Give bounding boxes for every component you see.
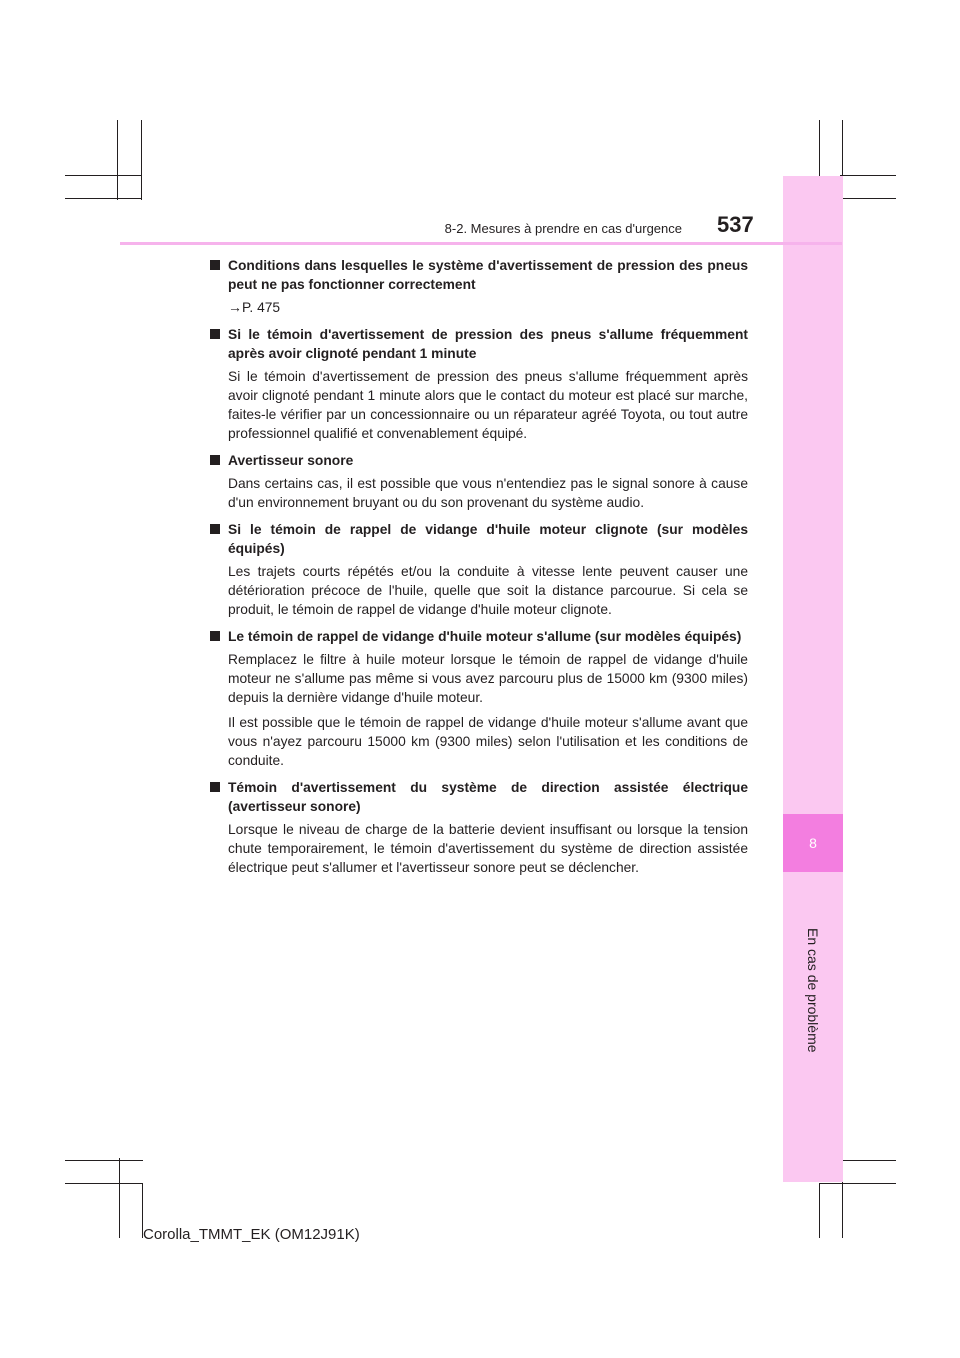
item-heading: Si le témoin de rappel de vidange d'huile moteur clignote (sur modèles équipés)	[210, 520, 748, 558]
list-item	[210, 325, 748, 443]
square-bullet-icon	[210, 782, 220, 792]
page-number: 537	[717, 212, 754, 237]
item-heading: Conditions dans lesquelles le système d'avertissement de pression des pneus peut ne pas fonctionner correctement	[210, 256, 748, 294]
item-paragraph: Lorsque le niveau de charge de la batterie devient insuffisant ou lorsque la tension chute temporairement, le témoin d'avertissement du système de direction assistée électrique peut s'allumer et l'avertisseur sonore peut se déclencher.	[228, 822, 748, 875]
crop-mark	[141, 120, 142, 200]
arrow-right-icon: →	[228, 299, 242, 315]
crop-mark	[65, 198, 141, 199]
item-paragraph: Les trajets courts répétés et/ou la conduite à vitesse lente peuvent causer une détérioration précoce de l'huile, quelle que soit la distance parcourue. Si cela se produit, le témoin de rappel de vidange d'huile moteur clignote.	[228, 564, 748, 617]
page-reference-link[interactable]: P. 475	[242, 300, 281, 315]
chapter-number: 8	[809, 835, 817, 851]
crop-mark	[65, 175, 141, 176]
square-bullet-icon	[210, 329, 220, 339]
item-paragraph: Si le témoin d'avertissement de pression des pneus s'allume fréquemment après avoir clignoté pendant 1 minute alors que le contact du moteur est placé sur marche, faites-le vérifier par un concessionnaire ou un réparateur agréé Toyota, ou tout autre professionnel qualifié et convenablement équipé.	[228, 369, 748, 441]
item-heading: Témoin d'avertissement du système de direction assistée électrique (avertisseur sonore)	[210, 778, 748, 816]
chapter-title: En cas de problème	[805, 928, 821, 1053]
list-item	[210, 256, 748, 317]
list-item	[210, 520, 748, 619]
item-paragraph: Dans certains cas, il est possible que vous n'entendiez pas le signal sonore à cause d'un environnement bruyant ou du son provenant du système audio.	[228, 476, 748, 510]
document-code: Corolla_TMMT_EK (OM12J91K)	[143, 1226, 360, 1243]
square-bullet-icon	[210, 524, 220, 534]
crop-mark	[819, 1183, 896, 1184]
crop-mark	[840, 1160, 896, 1161]
header-rule	[120, 242, 842, 245]
page-content	[210, 256, 748, 885]
crop-mark	[65, 1183, 143, 1184]
square-bullet-icon	[210, 260, 220, 270]
item-paragraph: Il est possible que le témoin de rappel de vidange d'huile moteur s'allume avant que vous n'ayez parcouru 15000 km (9300 miles) selon l'utilisation et les conditions de conduite.	[228, 715, 748, 768]
item-heading: Avertisseur sonore	[210, 451, 748, 470]
crop-mark	[842, 120, 843, 176]
crop-mark	[65, 1160, 143, 1161]
section-title: 8-2. Mesures à prendre en cas d'urgence	[444, 221, 682, 236]
list-item	[210, 451, 748, 512]
square-bullet-icon	[210, 455, 220, 465]
item-heading: Le témoin de rappel de vidange d'huile moteur s'allume (sur modèles équipés)	[210, 627, 748, 646]
item-reference[interactable]	[210, 298, 748, 317]
list-item	[210, 778, 748, 877]
crop-mark	[840, 175, 896, 176]
list-item	[210, 627, 748, 770]
crop-mark	[117, 120, 118, 200]
crop-mark	[119, 1158, 120, 1238]
square-bullet-icon	[210, 631, 220, 641]
item-heading: Si le témoin d'avertissement de pression des pneus s'allume fréquemment après avoir clignoté pendant 1 minute	[210, 325, 748, 363]
crop-mark	[819, 1183, 820, 1238]
item-paragraph: Remplacez le filtre à huile moteur lorsque le témoin de rappel de vidange d'huile moteur ne s'allume pas même si vous avez parcouru plus de 15000 km (9300 miles) depuis la dernière vidange d'huile moteur.	[228, 652, 748, 705]
